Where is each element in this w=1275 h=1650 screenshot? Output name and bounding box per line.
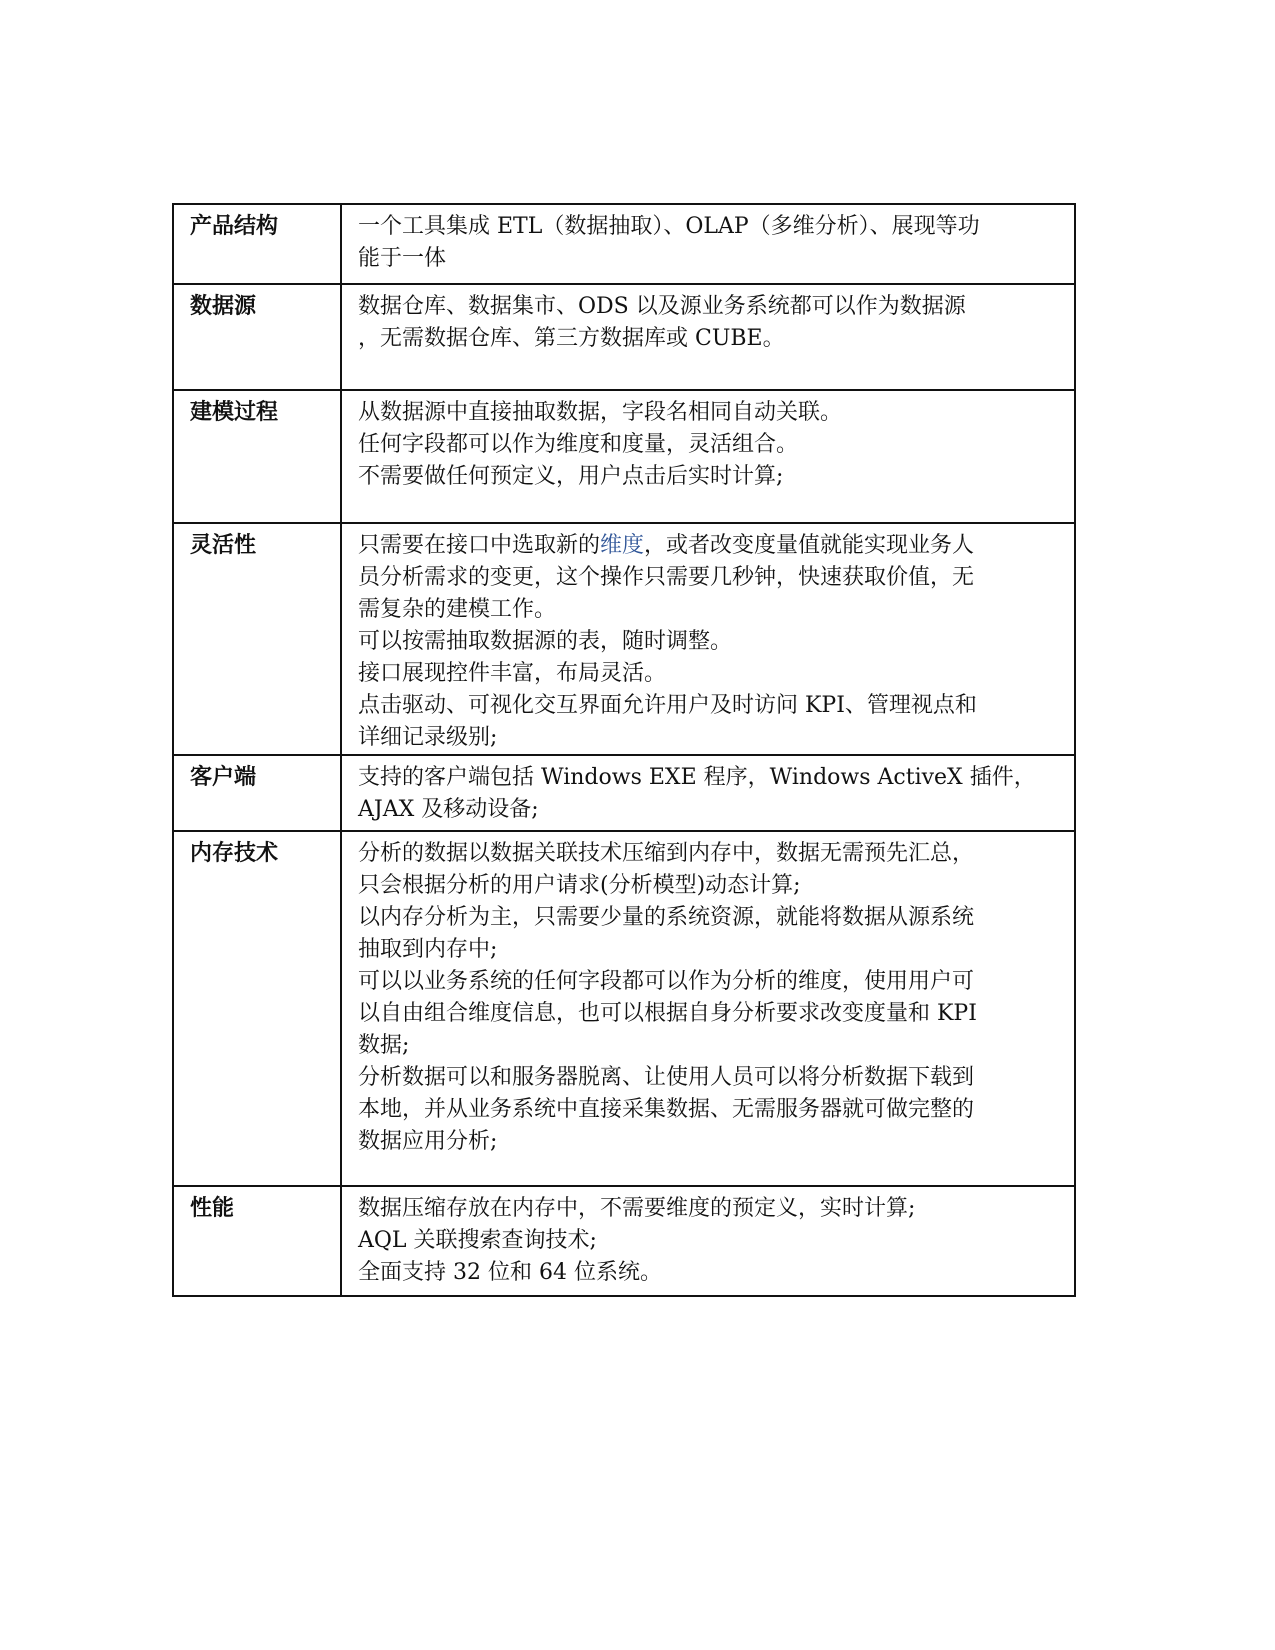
table-row	[173, 831, 1075, 1186]
content-line: 分析的数据以数据关联技术压缩到内存中，数据无需预先汇总，	[358, 841, 975, 866]
row-content	[341, 1186, 1075, 1296]
table-row	[173, 390, 1075, 523]
content-text: ，或者改变度量值就能实现业务人	[644, 533, 975, 558]
content-line: 全面支持 32 位和 64 位系统。	[358, 1260, 662, 1285]
row-content	[341, 755, 1075, 831]
dimension-link[interactable]: 维度	[600, 533, 645, 558]
row-content	[341, 390, 1075, 523]
product-feature-table	[172, 203, 1076, 1297]
row-label: 客户端	[173, 755, 341, 831]
row-content	[341, 204, 1075, 284]
row-label: 建模过程	[173, 390, 341, 523]
content-line: AJAX 及移动设备;	[358, 797, 539, 822]
content-line: 任何字段都可以作为维度和度量，灵活组合。	[358, 432, 799, 457]
content-line: 数据;	[358, 1033, 410, 1058]
row-label: 灵活性	[173, 523, 341, 755]
table-row	[173, 755, 1075, 831]
content-line: 能于一体	[358, 246, 447, 271]
content-line: 以内存分析为主，只需要少量的系统资源，就能将数据从源系统	[358, 905, 975, 930]
content-line: 不需要做任何预定义，用户点击后实时计算;	[358, 464, 784, 489]
row-content	[341, 284, 1075, 390]
content-line: 支持的客户端包括 Windows EXE 程序，Windows ActiveX 插件，	[358, 765, 1036, 790]
content-line	[358, 530, 1062, 562]
row-content	[341, 523, 1075, 755]
content-line: 接口展现控件丰富，布局灵活。	[358, 661, 667, 686]
content-line: 数据压缩存放在内存中，不需要维度的预定义，实时计算;	[358, 1196, 916, 1221]
content-line: 只会根据分析的用户请求(分析模型)动态计算;	[358, 873, 801, 898]
table-row	[173, 523, 1075, 755]
row-label: 产品结构	[173, 204, 341, 284]
content-line: 需复杂的建模工作。	[358, 597, 557, 622]
content-line: 从数据源中直接抽取数据，字段名相同自动关联。	[358, 400, 843, 425]
content-line: 抽取到内存中;	[358, 937, 498, 962]
content-line: 数据仓库、数据集市、ODS 以及源业务系统都可以作为数据源	[358, 294, 966, 319]
row-label: 数据源	[173, 284, 341, 390]
content-line: 可以以业务系统的任何字段都可以作为分析的维度，使用用户可	[358, 969, 975, 994]
content-line: 本地，并从业务系统中直接采集数据、无需服务器就可做完整的	[358, 1097, 975, 1122]
table-row	[173, 1186, 1075, 1296]
table-row	[173, 284, 1075, 390]
content-line: 数据应用分析;	[358, 1129, 498, 1154]
content-text: 只需要在接口中选取新的	[358, 533, 601, 558]
content-line: 详细记录级别;	[358, 725, 498, 750]
content-line: 一个工具集成 ETL（数据抽取）、OLAP（多维分析）、展现等功	[358, 214, 980, 239]
table-row	[173, 204, 1075, 284]
content-line: 员分析需求的变更，这个操作只需要几秒钟，快速获取价值，无	[358, 565, 975, 590]
row-label: 性能	[173, 1186, 341, 1296]
content-line: ，无需数据仓库、第三方数据库或 CUBE。	[358, 326, 785, 351]
row-label: 内存技术	[173, 831, 341, 1186]
content-line: 以自由组合维度信息，也可以根据自身分析要求改变度量和 KPI	[358, 1001, 977, 1026]
content-line: AQL 关联搜索查询技术;	[358, 1228, 597, 1253]
content-line: 分析数据可以和服务器脱离、让使用人员可以将分析数据下载到	[358, 1065, 975, 1090]
content-line: 点击驱动、可视化交互界面允许用户及时访问 KPI、管理视点和	[358, 693, 977, 718]
content-line: 可以按需抽取数据源的表，随时调整。	[358, 629, 733, 654]
row-content	[341, 831, 1075, 1186]
